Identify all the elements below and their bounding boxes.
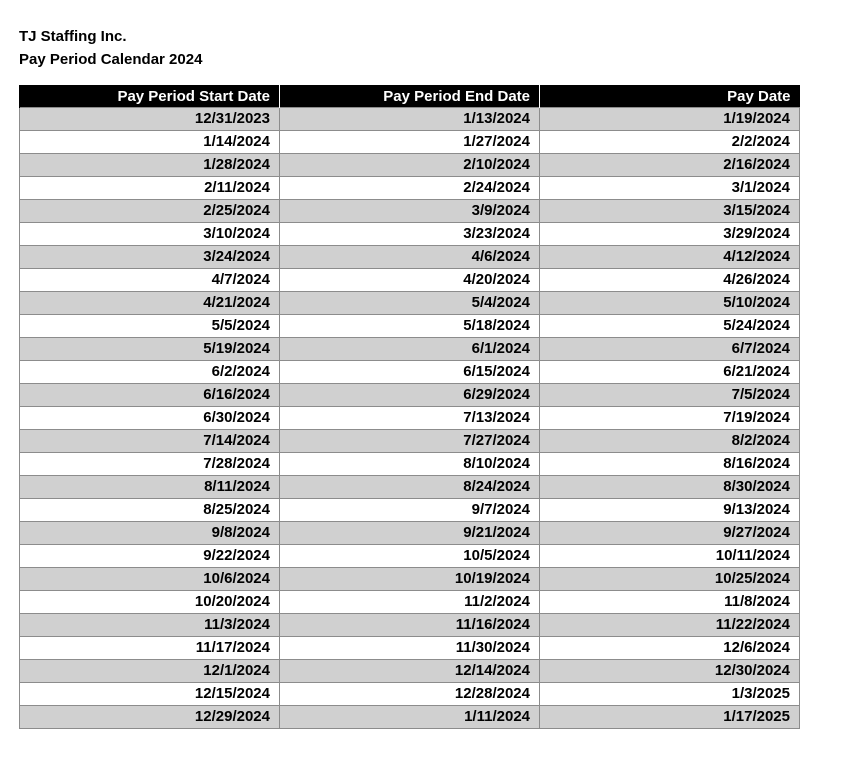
header-row	[20, 85, 800, 108]
end-date-cell: 4/6/2024	[280, 246, 540, 269]
table-row	[20, 706, 800, 729]
start-date-cell: 8/11/2024	[20, 476, 280, 499]
table-row	[20, 637, 800, 660]
pay-date-cell: 9/27/2024	[540, 522, 800, 545]
pay-date-cell: 1/17/2025	[540, 706, 800, 729]
table-row	[20, 200, 800, 223]
start-date-cell: 2/11/2024	[20, 177, 280, 200]
pay-date-cell: 11/8/2024	[540, 591, 800, 614]
end-date-cell: 4/20/2024	[280, 269, 540, 292]
table-row	[20, 453, 800, 476]
pay-date-cell: 1/3/2025	[540, 683, 800, 706]
table-row	[20, 522, 800, 545]
start-date-cell: 2/25/2024	[20, 200, 280, 223]
company-name: TJ Staffing Inc.	[19, 28, 127, 45]
pay-date-cell: 12/6/2024	[540, 637, 800, 660]
table-row	[20, 315, 800, 338]
pay-date-cell: 7/19/2024	[540, 407, 800, 430]
end-date-cell: 1/27/2024	[280, 131, 540, 154]
end-date-cell: 11/16/2024	[280, 614, 540, 637]
start-date-cell: 10/20/2024	[20, 591, 280, 614]
pay-date-cell: 5/10/2024	[540, 292, 800, 315]
end-date-cell: 9/21/2024	[280, 522, 540, 545]
start-date-cell: 6/2/2024	[20, 361, 280, 384]
start-date-cell: 9/22/2024	[20, 545, 280, 568]
start-date-cell: 12/15/2024	[20, 683, 280, 706]
start-date-cell: 4/7/2024	[20, 269, 280, 292]
start-date-cell: 9/8/2024	[20, 522, 280, 545]
pay-period-table	[19, 85, 800, 729]
end-date-cell: 3/9/2024	[280, 200, 540, 223]
table-row	[20, 246, 800, 269]
table-row	[20, 384, 800, 407]
table-row	[20, 108, 800, 131]
end-date-cell: 8/10/2024	[280, 453, 540, 476]
start-date-cell: 12/29/2024	[20, 706, 280, 729]
table-row	[20, 568, 800, 591]
pay-date-cell: 7/5/2024	[540, 384, 800, 407]
document-heading	[19, 25, 202, 71]
end-date-cell: 11/2/2024	[280, 591, 540, 614]
start-date-cell: 3/24/2024	[20, 246, 280, 269]
table-row	[20, 545, 800, 568]
start-date-cell: 6/16/2024	[20, 384, 280, 407]
end-date-cell: 1/13/2024	[280, 108, 540, 131]
start-date-cell: 12/31/2023	[20, 108, 280, 131]
pay-date-cell: 2/16/2024	[540, 154, 800, 177]
table-row	[20, 292, 800, 315]
table-row	[20, 223, 800, 246]
start-date-cell: 5/19/2024	[20, 338, 280, 361]
start-date-cell: 1/14/2024	[20, 131, 280, 154]
column-header-pay-date: Pay Date	[540, 85, 800, 108]
pay-date-cell: 3/29/2024	[540, 223, 800, 246]
table-row	[20, 591, 800, 614]
column-header-end-date: Pay Period End Date	[280, 85, 540, 108]
start-date-cell: 10/6/2024	[20, 568, 280, 591]
table-row	[20, 131, 800, 154]
table-row	[20, 499, 800, 522]
end-date-cell: 5/4/2024	[280, 292, 540, 315]
end-date-cell: 11/30/2024	[280, 637, 540, 660]
document-title: Pay Period Calendar 2024	[19, 51, 203, 68]
table-row	[20, 614, 800, 637]
start-date-cell: 11/3/2024	[20, 614, 280, 637]
table-row	[20, 361, 800, 384]
end-date-cell: 12/28/2024	[280, 683, 540, 706]
pay-date-cell: 6/21/2024	[540, 361, 800, 384]
pay-date-cell: 3/1/2024	[540, 177, 800, 200]
pay-date-cell: 8/2/2024	[540, 430, 800, 453]
pay-date-cell: 10/25/2024	[540, 568, 800, 591]
table-header	[20, 85, 800, 108]
table-row	[20, 269, 800, 292]
start-date-cell: 12/1/2024	[20, 660, 280, 683]
end-date-cell: 6/1/2024	[280, 338, 540, 361]
end-date-cell: 1/11/2024	[280, 706, 540, 729]
table-row	[20, 430, 800, 453]
column-header-start-date: Pay Period Start Date	[20, 85, 280, 108]
start-date-cell: 4/21/2024	[20, 292, 280, 315]
pay-date-cell: 8/30/2024	[540, 476, 800, 499]
start-date-cell: 5/5/2024	[20, 315, 280, 338]
pay-date-cell: 12/30/2024	[540, 660, 800, 683]
pay-date-cell: 2/2/2024	[540, 131, 800, 154]
end-date-cell: 2/24/2024	[280, 177, 540, 200]
end-date-cell: 2/10/2024	[280, 154, 540, 177]
start-date-cell: 7/28/2024	[20, 453, 280, 476]
table-row	[20, 154, 800, 177]
table-row	[20, 407, 800, 430]
start-date-cell: 1/28/2024	[20, 154, 280, 177]
pay-date-cell: 3/15/2024	[540, 200, 800, 223]
start-date-cell: 7/14/2024	[20, 430, 280, 453]
start-date-cell: 3/10/2024	[20, 223, 280, 246]
pay-date-cell: 1/19/2024	[540, 108, 800, 131]
end-date-cell: 6/29/2024	[280, 384, 540, 407]
pay-date-cell: 9/13/2024	[540, 499, 800, 522]
table-row	[20, 683, 800, 706]
end-date-cell: 9/7/2024	[280, 499, 540, 522]
table-row	[20, 338, 800, 361]
end-date-cell: 10/19/2024	[280, 568, 540, 591]
start-date-cell: 6/30/2024	[20, 407, 280, 430]
end-date-cell: 12/14/2024	[280, 660, 540, 683]
pay-date-cell: 8/16/2024	[540, 453, 800, 476]
end-date-cell: 7/13/2024	[280, 407, 540, 430]
end-date-cell: 10/5/2024	[280, 545, 540, 568]
pay-date-cell: 4/26/2024	[540, 269, 800, 292]
table-row	[20, 177, 800, 200]
end-date-cell: 8/24/2024	[280, 476, 540, 499]
pay-date-cell: 11/22/2024	[540, 614, 800, 637]
table-row	[20, 476, 800, 499]
end-date-cell: 5/18/2024	[280, 315, 540, 338]
table-body	[20, 108, 800, 729]
table-row	[20, 660, 800, 683]
pay-date-cell: 4/12/2024	[540, 246, 800, 269]
end-date-cell: 6/15/2024	[280, 361, 540, 384]
pay-date-cell: 10/11/2024	[540, 545, 800, 568]
end-date-cell: 7/27/2024	[280, 430, 540, 453]
end-date-cell: 3/23/2024	[280, 223, 540, 246]
start-date-cell: 8/25/2024	[20, 499, 280, 522]
pay-date-cell: 5/24/2024	[540, 315, 800, 338]
pay-date-cell: 6/7/2024	[540, 338, 800, 361]
start-date-cell: 11/17/2024	[20, 637, 280, 660]
